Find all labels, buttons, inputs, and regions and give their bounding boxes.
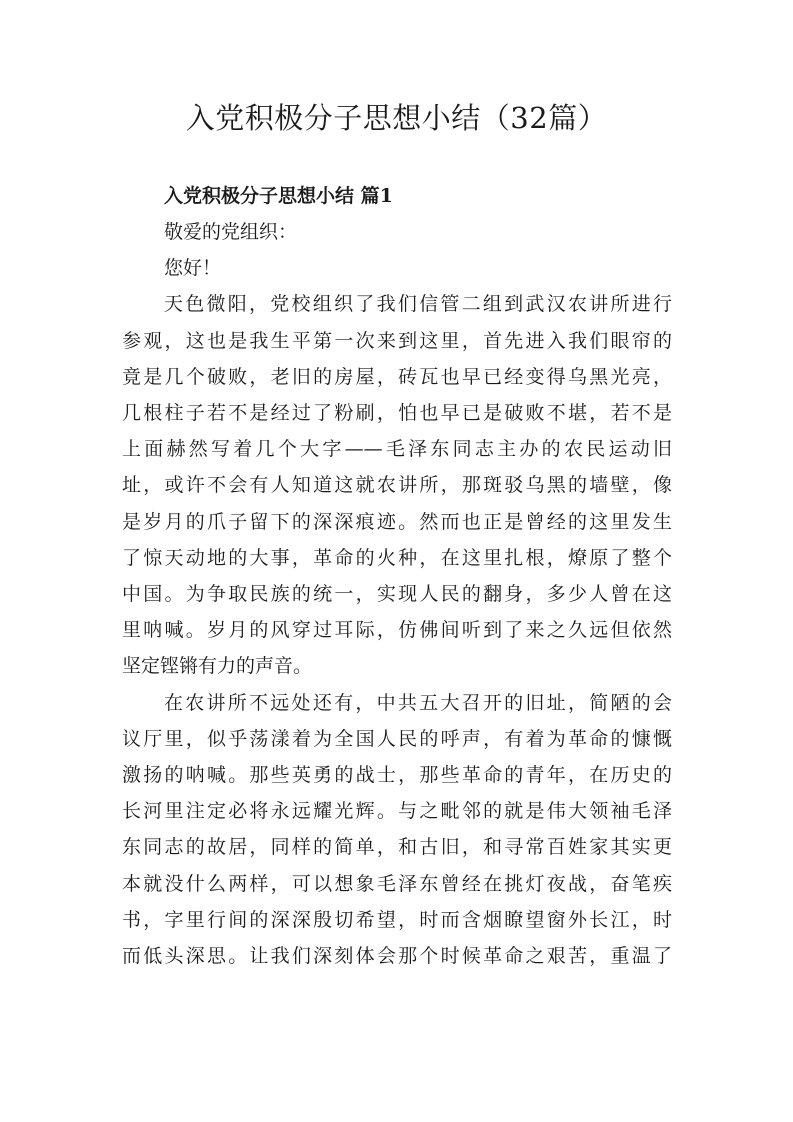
document-body [122,178,672,974]
text-line: 几根柱子若不是经过了粉刷，怕也早已是破败不堪，若不是 [122,402,672,425]
text-line: 天色微阳，党校组织了我们信管二组到武汉农讲所进行 [164,293,672,316]
text-line: 在农讲所不远处还有，中共五大召开的旧址，简陋的会 [164,691,672,714]
text-line: 了惊天动地的大事，革命的火种，在这里扎根，燎原了整个 [122,546,672,569]
text-line: 址，或许不会有人知道这就农讲所，那斑驳乌黑的墙壁，像 [122,474,672,497]
text-line: 里呐喊。岁月的风穿过耳际，仿佛间听到了来之久远但依然 [122,619,672,642]
text-line: 上面赫然写着几个大字——毛泽东同志主办的农民运动旧 [122,438,672,461]
text-line: 您好！ [164,257,222,280]
paragraph-lines [122,214,672,974]
text-line: 本就没什么两样，可以想象毛泽东曾经在挑灯夜战，奋笔疾 [122,872,672,895]
text-line: 激扬的呐喊。那些英勇的战士，那些革命的青年，在历史的 [122,764,672,787]
text-line: 议厅里，似乎荡漾着为全国人民的呼声，有着为革命的慷慨 [122,727,672,750]
text-line: 参观，这也是我生平第一次来到这里，首先进入我们眼帘的 [122,329,672,352]
text-line: 敬爱的党组织： [164,221,298,243]
text-line: 长河里注定必将永远耀光辉。与之毗邻的就是伟大领袖毛泽 [122,800,672,823]
document-title: 入党积极分子思想小结（32篇） [185,101,608,135]
text-line: 东同志的故居，同样的简单，和古旧，和寻常百姓家其实更 [122,836,672,859]
text-line: 书，字里行间的深深殷切希望，时而含烟瞭望窗外长江，时 [122,908,672,931]
text-line: 竟是几个破败，老旧的房屋，砖瓦也早已经变得乌黑光亮， [122,365,672,388]
text-line: 坚定铿锵有力的声音。 [122,655,313,678]
section-heading: 入党积极分子思想小结 篇1 [164,185,393,207]
text-line: 中国。为争取民族的统一，实现人民的翻身，多少人曾在这 [122,583,672,606]
text-line: 而低头深思。让我们深刻体会那个时候革命之艰苦，重温了 [122,945,672,968]
text-line: 是岁月的爪子留下的深深痕迹。然而也正是曾经的这里发生 [122,510,672,533]
